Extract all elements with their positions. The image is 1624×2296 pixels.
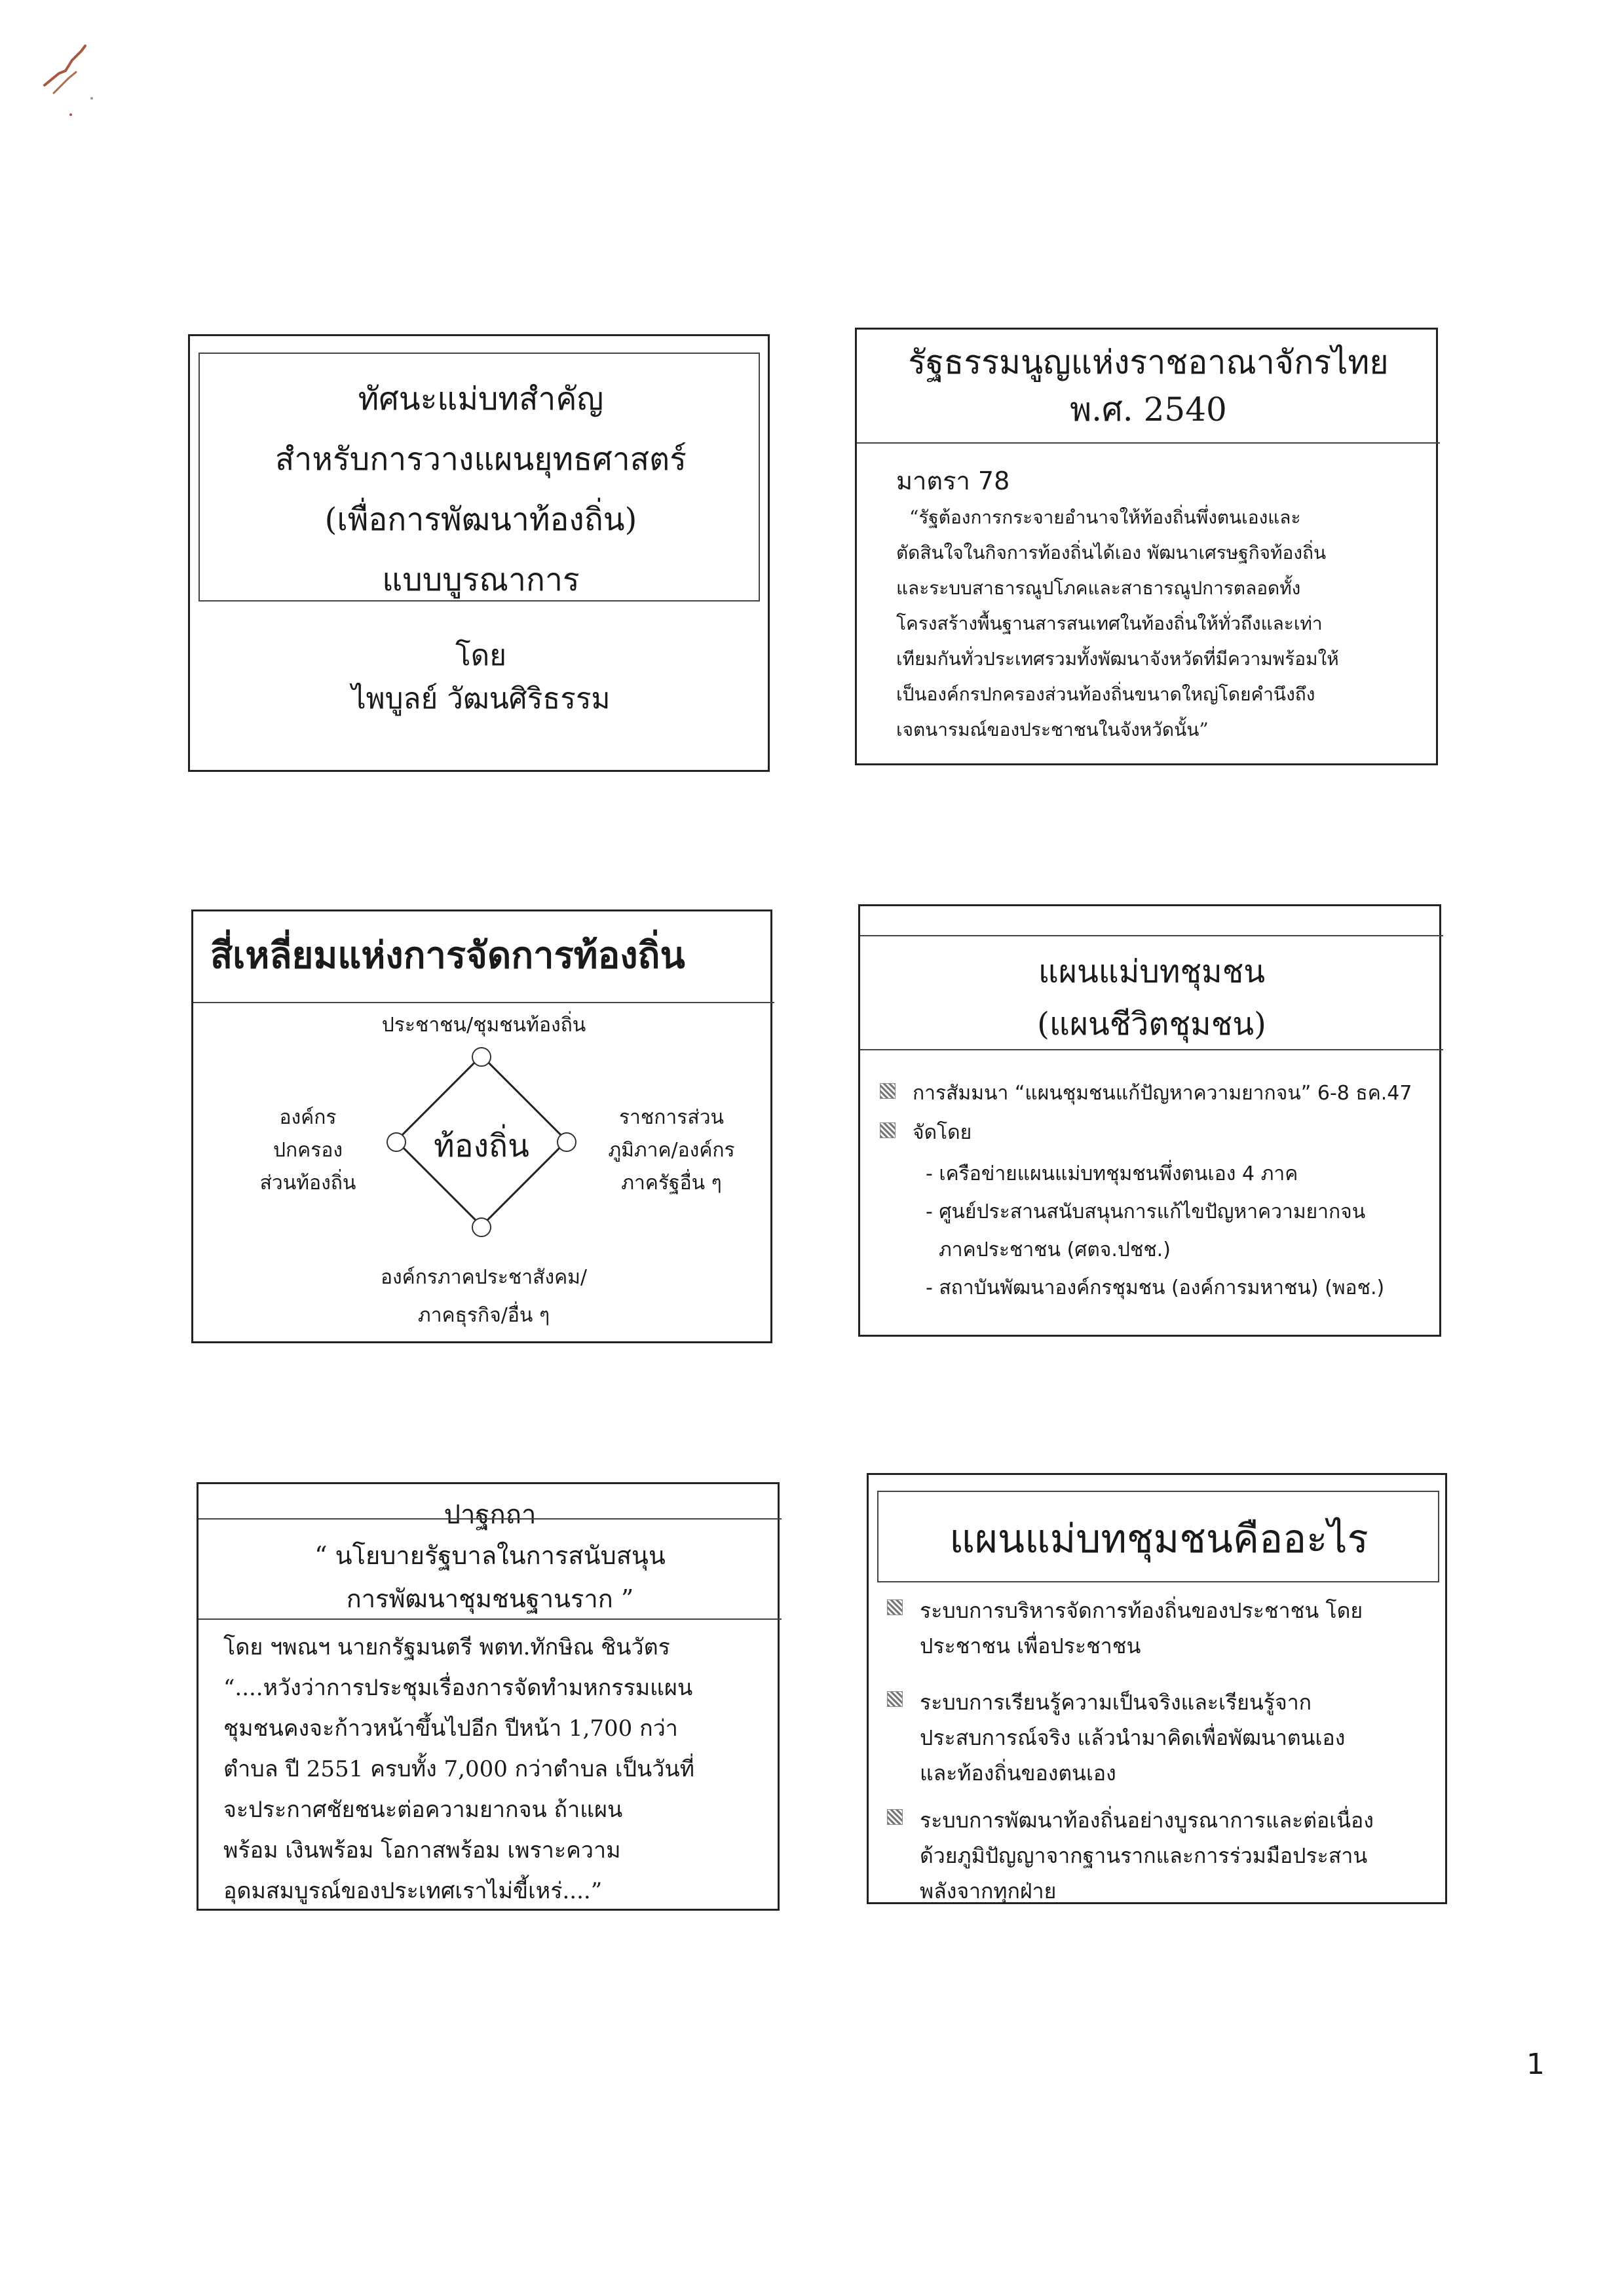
slide-title: สี่เหลี่ยมแห่งการจัดการท้องถิ่น	[210, 934, 685, 977]
diamond-top-label: ประชาชน/ชุมชนท้องถิ่น	[381, 1014, 586, 1037]
diamond-node-bottom	[472, 1217, 491, 1237]
keynote-body: โดย ฯพณฯ นายกรัฐมนตรี พตท.ทักษิณ ชินวัตร “....หวังว่าการประชุมเรื่องการจัดทำมหกรรมแผน ชุมชนคงจะก้าวหน้าขึ้นไปอีก ปีหน้า 1,700 กว่า ตำบล ปี 2551 ครบทั้ง 7,000 กว่าตำบล เป็นวันที่ จะประกาศชัยชนะต่อความยากจน ถ้าแผน พร้อม เงินพร้อม โอกาสพร้อม เพราะความ อุดมสมบูรณ์ของประเทศเราไม่ขี้เหร่....”	[223, 1634, 695, 1904]
author-name: ไพบูลย์ วัฒนศิริธรรม	[351, 682, 611, 716]
bullet-icon	[880, 1083, 896, 1099]
slide-title: รัฐธรรมนูญแห่งราชอาณาจักรไทย พ.ศ. 2540	[908, 343, 1389, 429]
bullet-icon	[887, 1691, 903, 1707]
slide-title: ปาฐกถา	[444, 1500, 537, 1530]
pen-scribble-mark	[39, 33, 98, 124]
section-label: มาตรา 78	[896, 467, 1010, 495]
diamond-right-label: ราชการส่วน ภูมิภาค/องค์กร ภาครัฐอื่น ๆ	[608, 1106, 735, 1195]
diamond-bottom-label: องค์กรภาคประชาสังคม/ ภาคธุรกิจ/อื่น ๆ	[380, 1266, 588, 1327]
diamond-node-top	[472, 1047, 491, 1067]
seminar-line: การสัมมนา “แผนชุมชนแก้ปัญหาความยากจน” 6-8 ธค.47	[913, 1082, 1412, 1105]
diamond-node-left	[387, 1132, 406, 1152]
section-body: “รัฐต้องการกระจายอำนาจให้ท้องถิ่นพึ่งตนเองและ ตัดสินใจในกิจการท้องถิ่นได้เอง พัฒนาเศรษฐกิจท้องถิ่น และระบบสาธารณูปโภคและสาธารณูปการตลอดทั้ง โครงสร้างพื้นฐานสารสนเทศในท้องถิ่นให้ทั่วถึงและเท่า เทียมกันทั่วประเทศรวมทั้งพัฒนาจังหวัดที่มีความพร้อมให้ เป็นองค์กรปกครองส่วนท้องถิ่นขนาดใหญ่โดยคำนึงถึง เจตนารมณ์ของประชาชนในจังหวัดนั้น”	[896, 507, 1339, 740]
bullet-icon	[887, 1599, 903, 1615]
slide-constitution	[855, 328, 1438, 765]
diamond-node-right	[557, 1132, 576, 1152]
slide-title	[188, 334, 770, 772]
by-label: โดย	[455, 639, 506, 672]
slide-title-text: ทัศนะแม่บทสำคัญ สำหรับการวางแผนยุทธศาสตร์ (เพื่อการพัฒนาท้องถิ่น) แบบบูรณาการ	[275, 381, 687, 598]
diamond-left-label: องค์กร ปกครอง ส่วนท้องถิ่น	[259, 1106, 356, 1195]
slide-local-diamond	[191, 909, 772, 1343]
organizer-list: - เครือข่ายแผนแม่บทชุมชนพึ่งตนเอง 4 ภาค - ศูนย์ประสานสนับสนุนการแก้ไขปัญหาความยากจน ภาคประชาชน (ศตจ.ปชช.) - สถาบันพัฒนาองค์กรชุมชน (องค์การมหาชน) (พอช.)	[926, 1162, 1385, 1299]
bullet-icon	[887, 1809, 903, 1825]
organizer-label: จัดโดย	[913, 1121, 972, 1144]
page-number: 1	[1526, 2048, 1545, 2081]
slide-what-is-plan	[867, 1473, 1447, 1904]
slide-title: แผนแม่บทชุมชน (แผนชีวิตชุมชน)	[1037, 953, 1266, 1043]
bullet-icon	[880, 1122, 896, 1138]
slide-title: แผนแม่บทชุมชนคืออะไร	[949, 1516, 1369, 1562]
slide-community-plan	[858, 904, 1441, 1337]
author-block	[190, 634, 772, 721]
definition-item-1: ระบบการบริหารจัดการท้องถิ่นของประชาชน โดย ประชาชน เพื่อประชาชน	[920, 1598, 1363, 1658]
diamond-center-label: ท้องถิ่น	[434, 1128, 529, 1164]
definition-item-3: ระบบการพัฒนาท้องถิ่นอย่างบูรณาการและต่อเนื่อง ด้วยภูมิปัญญาจากฐานรากและการร่วมมือประสาน พลังจากทุกฝ่าย	[920, 1808, 1374, 1904]
definition-item-2: ระบบการเรียนรู้ความเป็นจริงและเรียนรู้จาก ประสบการณ์จริง แล้วนำมาคิดเพื่อพัฒนาตนเอง และท้องถิ่นของตนเอง	[920, 1690, 1346, 1786]
slide-keynote	[197, 1482, 780, 1911]
keynote-subtitle: “ นโยบายรัฐบาลในการสนับสนุน การพัฒนาชุมชนฐานราก ”	[314, 1541, 666, 1613]
